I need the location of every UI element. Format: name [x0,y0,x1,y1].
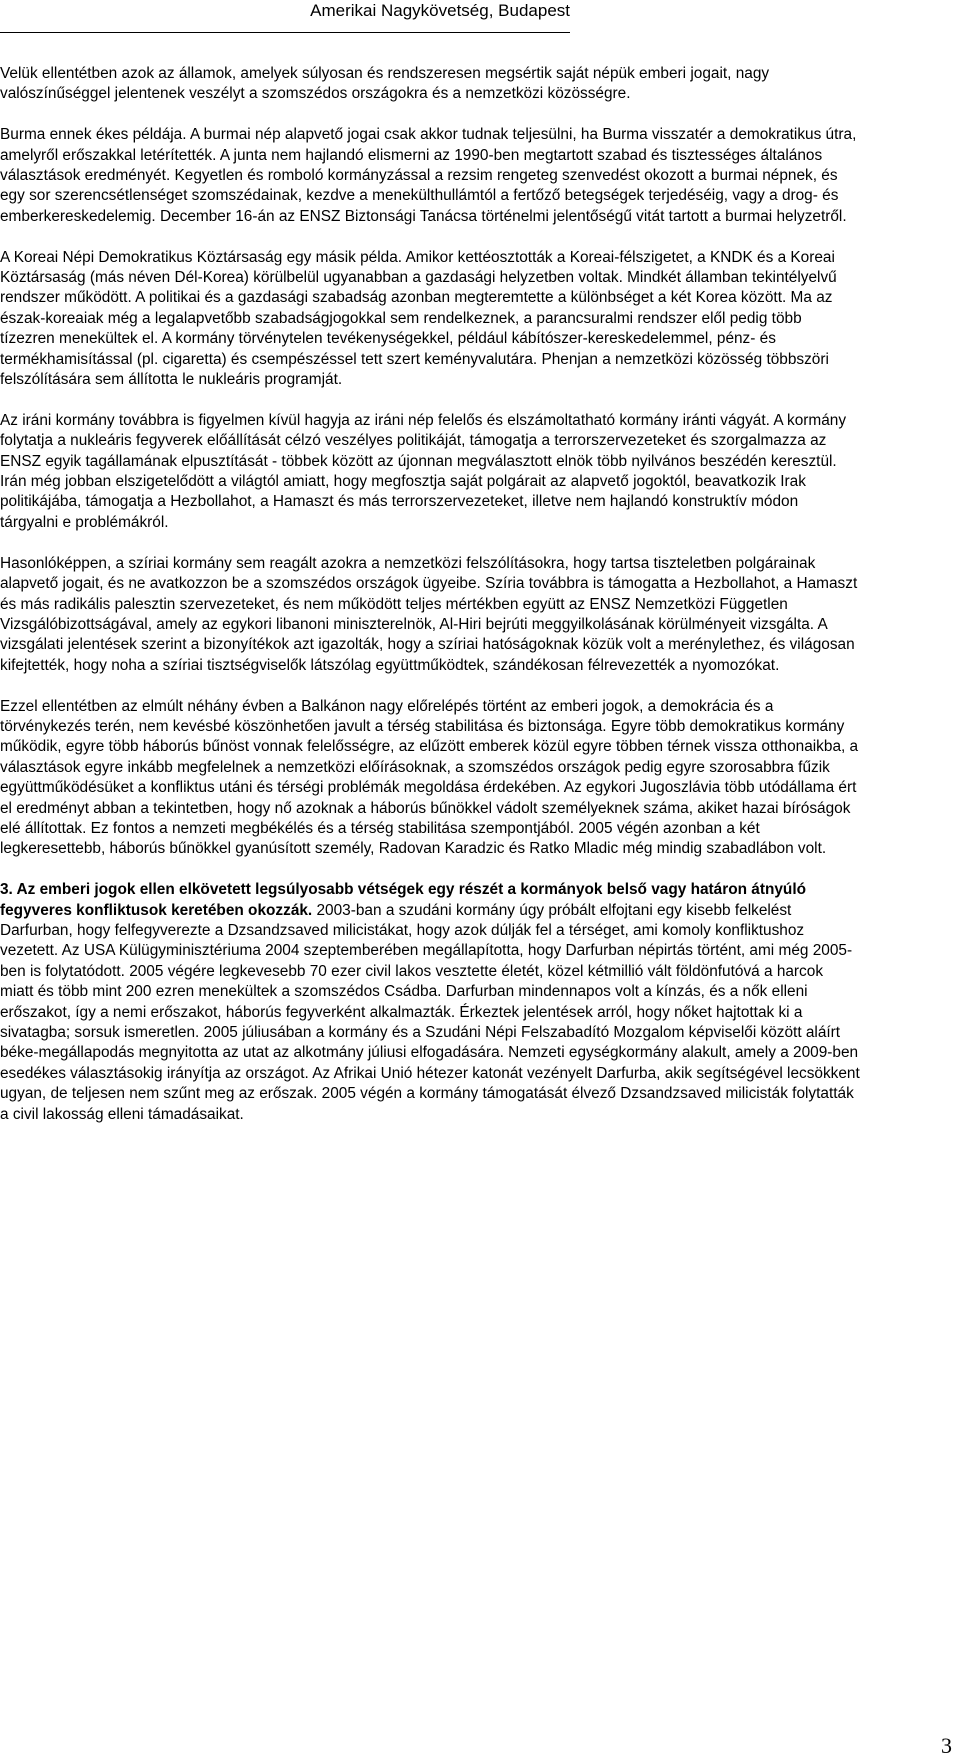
paragraph-iran [0,411,860,533]
page-header [0,0,570,34]
header-title: Amerikai Nagykövetség, Budapest [310,1,570,20]
paragraph-text: Ezzel ellentétben az elmúlt néhány évben a Balkánon nagy előrelépés történt az emberi jogok, a demokrácia és a törvénykezés terén, nem kevésbé köszönhetően javult a térség stabilitása és biztonsága. Egyre több demokratikus kormány működik, egyre több háborús bűnöst vonnak felelősségre, az elűzött emberek közül egyre többen térnek vissza otthonaikba, a választások egyre inkább megfelelnek a nemzetközi előírásoknak, a szomszédos országok pedig egyre szorosabbra fűzik együttműködésüket a konfliktus utáni és térségi problémák megoldása érdekében. Az egykori Jugoszlávia több utódállama ért el eredményt abban a tekintetben, hogy nő azoknak a háborús bűnökkel vádolt személyeknek száma, akiket hazai bíróságok elé állítottak. Ez fontos a nemzeti megbékélés és a térség stabilitása szempontjából. 2005 végén azonban a két legkeresettebb, háborús bűnökkel gyanúsított személy, Radovan Karadzic és Ratko Mladic még mindig szabadlábon volt. [0,697,859,858]
paragraph-burma [0,125,860,227]
paragraph-armed-conflicts [0,880,860,1125]
paragraph-syria [0,554,860,676]
paragraph-text: Velük ellentétben azok az államok, amelyek súlyosan és rendszeresen megsértik saját népük emberi jogait, nagy valószínűséggel jelentenek veszélyt a szomszédos országokra és a nemzetközi közösségre. [0,65,770,103]
paragraph-balkans [0,697,860,860]
paragraph-text: 2003-ban a szudáni kormány úgy próbált elfojtani egy kisebb felkelést Darfurban, hogy felfegyverezte a Dzsandzsaved milicistákat, hogy azok dúlják fel a térséget, ami komoly konfliktushoz vezetett. Az USA Külügyminisztériuma 2004 szeptemberében megállapította, hogy Darfurban népirtás történt, ami még 2005-ben is folytatódott. 2005 végére legkevesebb 70 ezer civil lakos vesztette életét, közel kétmillió vált földönfutóvá a harcok miatt és több mint 200 ezren menekültek a szomszédos Csádba. Darfurban mindennapos volt a kínzás, és a nők elleni erőszakot, így a nemi erőszakot, háborús fegyverként alkalmazták. Érkeztek jelentések arról, hogy nőket hajtottak ki a sivatagba; sorsuk ismeretlen. 2005 júliusában a kormány és a Szudáni Népi Felszabadító Mozgalom képviselői között aláírt béke-megállapodás megnyitotta az utat az alkotmány júliusi elfogadására. Nemzeti egységkormány alakult, amely a 2009-ben esedékes választásokig irányítja az országot. Az Afrikai Unió hétezer katonát vezényelt Darfurba, akik segítségével lecsökkent ugyan, de teljesen nem szűnt meg az erőszak. 2005 végén a kormány támogatását élvező Dzsandzsaved milicisták folytatták a civil lakosság elleni támadásaikat. [0,901,860,1123]
section-heading: 3. Az emberi jogok ellen elkövetett legsúlyosabb vétségek egy részét a kormányok belső vagy határon átnyúló fegyveres konfliktusok keretében okozzák. [0,881,807,919]
paragraph-text: Az iráni kormány továbbra is figyelmen kívül hagyja az iráni nép felelős és elszámoltatható kormány iránti vágyát. A kormány folytatja a nukleáris fegyverek előállítását célzó veszélyes politikáját, támogatja a terrorszervezeteket és szorgalmazza az ENSZ egyik tagállamának elpusztítását - többek között az újonnan megválasztott elnök több nyilvános beszédén keresztül. Irán még jobban elszigetelődött a világtól amiatt, hogy megfosztja saját polgárait az alapvető jogoktól, beavatkozik Irak politikájába, támogatja a Hezbollahot, a Hamaszt és más terrorszervezeteket, illetve nem hajlandó konstruktív módon tárgyalni e problémákról. [0,411,847,531]
document-body [0,64,860,1145]
page-number: 3 [941,1733,952,1758]
paragraph-north-korea [0,248,860,391]
paragraph-text: Burma ennek ékes példája. A burmai nép alapvető jogai csak akkor tudnak teljesülni, ha Burma visszatér a demokratikus útra, amelyről erőszakkal letérítették. A junta nem hajlandó elismerni az 1990-ben megtartott szabad és tisztességes általános választások eredményét. Kegyetlen és romboló kormányzással a rezsim rengeteg szenvedést okozott a burmai népnek, és egy sor szerencsétlenséget szomszédainak, kezdve a menekülthullámtól a fertőző betegségek terjedéséig, vagy a drog- és emberkereskedelemig. December 16-án az ENSZ Biztonsági Tanácsa történelmi jelentőségű vitát tartott a burmai helyzetről. [0,126,857,225]
paragraph-text: A Koreai Népi Demokratikus Köztársaság egy másik példa. Amikor kettéosztották a Koreai-félszigetet, a KNDK és a Koreai Köztársaság (más néven Dél-Korea) körülbelül ugyanabban a gazdasági helyzetben voltak. Mindkét államban tekintélyelvű rendszer működött. A politikai és a gazdasági szabadság azonban megteremtette a különbséget a két Korea között. Ma az észak-koreaiak még a legalapvetőbb szabadságjogokkal sem rendelkeznek, a parancsuralmi rendszer elől pedig több tízezren menekültek el. A kormány törvénytelen tevékenységekkel, például kábítószer-kereskedelemmel, pénz- és termékhamisítással (pl. cigaretta) és csempészéssel tett szert keményvalutára. Phenjan a nemzetközi közösség többszöri felszólítására sem állította le nukleáris programját. [0,248,837,389]
paragraph-text: Hasonlóképpen, a szíriai kormány sem reagált azokra a nemzetközi felszólításokra, hogy tartsa tiszteletben polgárainak alapvető jogait, és ne avatkozzon be a szomszédos országok ügyeibe. Szíria továbbra is támogatta a Hezbollahot, a Hamaszt és más radikális palesztin szervezeteket, és nem működött teljes mértékben együtt az ENSZ Nemzetközi Független Vizsgálóbizottságával, amely az egykori libanoni miniszterelnök, Al-Hiri bejrúti meggyilkolásának körülményeit vizsgálta. A vizsgálati jelentések szerint a bizonyítékok azt igazolták, hogy a szíriai hatóságoknak közük volt a merénylethez, és világosan kifejtették, hogy noha a szíriai tisztségviselők látszólag együttműködtek, szándékosan félrevezették a nyomozókat. [0,554,858,674]
header-rule [0,32,570,33]
paragraph-states-violations [0,64,860,105]
